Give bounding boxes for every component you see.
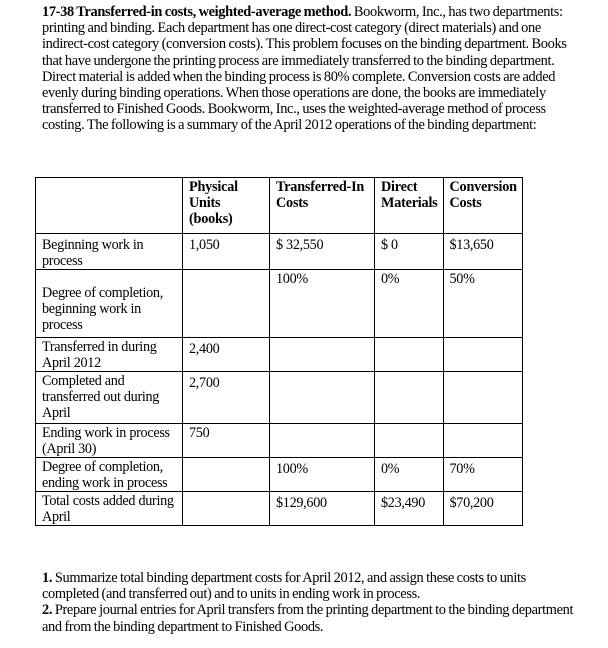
transferred-in-value: 100% — [270, 270, 375, 338]
row-label: Total costs added during April — [36, 492, 183, 526]
question-text: Prepare journal entries for April transfers from the printing department to the binding department and from the binding department to Finished Goods. — [42, 602, 574, 635]
transferred-in-value — [270, 338, 375, 372]
question-number: 1. — [42, 570, 53, 586]
question-text: Summarize total binding department costs for April 2012, and assign these costs to units completed (and transferred out) and to units in ending work in process. — [42, 570, 526, 603]
problem-statement — [42, 4, 572, 134]
physical-units-value: 2,400 — [183, 338, 270, 372]
conversion-value — [443, 372, 522, 424]
physical-units-value: 750 — [183, 424, 270, 458]
table-header-row — [36, 178, 523, 234]
physical-units-value — [183, 492, 270, 526]
conversion-value: 70% — [443, 458, 522, 492]
direct-materials-value — [375, 338, 444, 372]
conversion-value — [443, 338, 522, 372]
direct-materials-value — [375, 372, 444, 424]
transferred-in-value: $129,600 — [270, 492, 375, 526]
row-label: Degree of completion, beginning work in process — [42, 285, 163, 333]
problem-title: 17-38 Transferred-in costs, weighted-average method. — [42, 4, 352, 20]
transferred-in-value: 100% — [270, 458, 375, 492]
direct-materials-value: 0% — [375, 458, 444, 492]
physical-units-value — [183, 458, 270, 492]
row-label-cell — [36, 270, 183, 338]
direct-materials-value — [375, 424, 444, 458]
problem-body: Bookworm, Inc., has two departments: printing and binding. Each department has one direct-cost category (direct materials) and one indirect-cost category (conversion costs). This problem focuses on the binding department. Books that have undergone the printing process are immediately transferred to the binding department. Direct material is added when the binding process is 80% complete. Conversion costs are added evenly during binding operations. When those operations are done, the books are immediately transferred to Finished Goods. Bookworm, Inc., uses the weighted-average method of process costing. The following is a summary of the April 2012 operations of the binding department: — [42, 4, 567, 134]
question-number: 2. — [42, 602, 53, 619]
physical-units-value: 1,050 — [183, 234, 270, 270]
table-row — [36, 270, 523, 338]
row-label: Ending work in process (April 30) — [36, 424, 183, 458]
header-physical-units: Physical Units (books) — [183, 178, 270, 234]
header-conversion-costs: Conversion Costs — [443, 178, 522, 234]
physical-units-value — [183, 270, 270, 338]
physical-units-value: 2,700 — [183, 372, 270, 424]
transferred-in-value: $ 32,550 — [270, 234, 375, 270]
conversion-value: $13,650 — [443, 234, 522, 270]
conversion-value: 50% — [443, 270, 522, 338]
direct-materials-value: $23,490 — [375, 492, 444, 526]
question-1 — [42, 570, 582, 602]
row-label: Transferred in during April 2012 — [36, 338, 183, 372]
row-label: Beginning work in process — [36, 234, 183, 270]
header-transferred-in-costs: Transferred-In Costs — [270, 178, 375, 234]
binding-department-data-table — [35, 177, 523, 526]
table-row — [36, 492, 523, 526]
direct-materials-value: 0% — [375, 270, 444, 338]
table-row — [36, 338, 523, 372]
conversion-value: $70,200 — [443, 492, 522, 526]
question-2 — [42, 602, 582, 634]
header-direct-materials: Direct Materials — [375, 178, 444, 234]
conversion-value — [443, 424, 522, 458]
table-row — [36, 234, 523, 270]
table-row — [36, 458, 523, 492]
row-label: Degree of completion, ending work in process — [36, 458, 183, 492]
questions-section — [42, 570, 582, 635]
transferred-in-value — [270, 372, 375, 424]
table-row — [36, 424, 523, 458]
header-blank — [36, 178, 183, 234]
direct-materials-value: $ 0 — [375, 234, 444, 270]
row-label: Completed and transferred out during April — [36, 372, 183, 424]
table-row — [36, 372, 523, 424]
transferred-in-value — [270, 424, 375, 458]
